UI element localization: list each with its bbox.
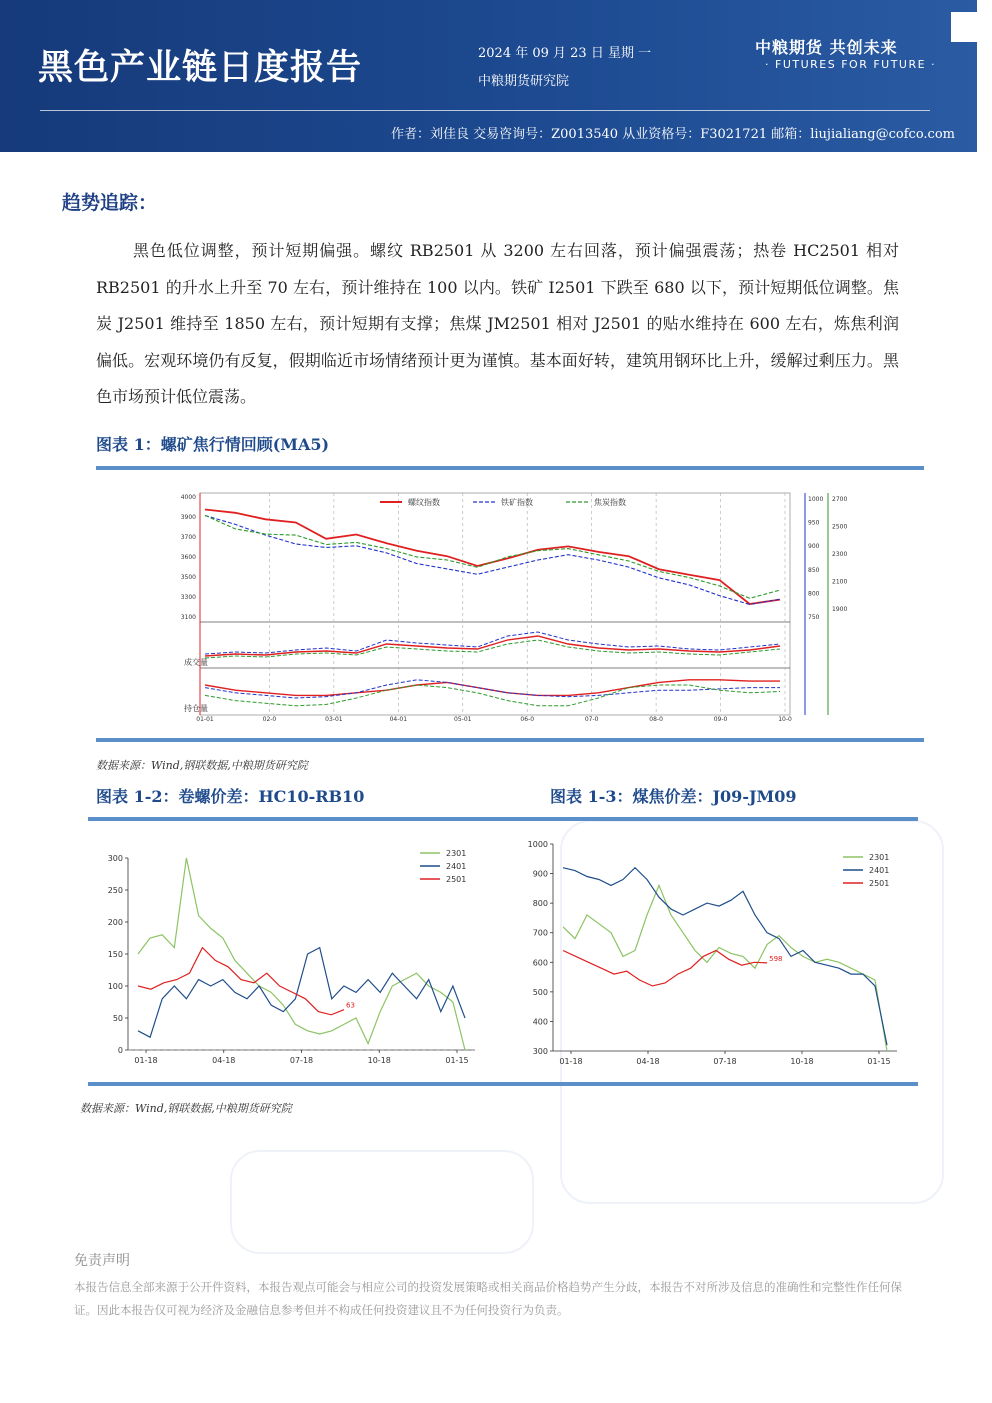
series-line-2401 <box>138 948 465 1038</box>
figure-2-3-bottom-rule <box>88 1082 918 1086</box>
y-tick-label: 700 <box>532 928 548 938</box>
analysis-paragraph: 黑色低位调整，预计短期偏强。螺纹 RB2501 从 3200 左右回落，预计偏强震荡；热卷 HC2501 相对 RB2501 的升水上升至 70 左右，预计维持在 100 以内。铁矿 I2501 下跌至 680 以下，预计短期低位调整。焦炭 J2501 维持至 1850 左右，预计短期有支撑；焦煤 JM2501 相对 J2501 的贴水维持在 600 左右，炼焦利润偏低。宏观环境仍有反复，假期临近市场情绪预计更为谨慎。基本面好转，建筑用钢环比上升，缓解过剩压力。黑色市场预计低位震荡。 <box>96 241 899 406</box>
oi-panel-label: 持仓量 <box>184 704 208 713</box>
legend-label: 螺纹指数 <box>408 498 440 507</box>
series-line-2301 <box>138 858 465 1050</box>
legend-label: 2401 <box>869 866 890 875</box>
x-tick-label: 10-0 <box>778 716 792 723</box>
right2-y-tick-label: 2300 <box>832 551 848 558</box>
right2-y-tick-label: 2500 <box>832 523 848 531</box>
x-tick-label: 01-18 <box>559 1057 583 1066</box>
legend-label: 铁矿指数 <box>501 498 533 507</box>
right-y-tick-label: 950 <box>808 519 820 527</box>
y-tick-label: 1000 <box>527 840 548 849</box>
left-y-tick-label: 3100 <box>180 614 196 621</box>
y-tick-label: 300 <box>107 854 123 863</box>
end-value-label: 598 <box>769 954 783 963</box>
figure-2-3-top-rule <box>88 817 918 821</box>
y-tick-label: 150 <box>107 950 123 959</box>
volume-panel-label: 成交量 <box>184 658 208 667</box>
figure-2-chart <box>100 840 490 1070</box>
header-divider <box>40 110 930 111</box>
figure-1-top-rule <box>96 466 924 470</box>
series-line-2 <box>205 515 780 598</box>
right-y-tick-label: 1000 <box>808 496 824 503</box>
x-tick-label: 06-0 <box>520 716 535 723</box>
x-tick-label: 07-18 <box>289 1056 314 1065</box>
x-tick-label: 09-0 <box>713 716 728 723</box>
right-y-tick-label: 800 <box>808 590 820 598</box>
x-tick-label: 01-01 <box>196 716 214 723</box>
right2-y-tick-label: 2700 <box>832 496 848 503</box>
x-tick-label: 01-18 <box>134 1056 158 1065</box>
brand-slogan: 中粮期货 共创未来 <box>755 38 898 57</box>
left-y-tick-label: 3700 <box>180 534 196 541</box>
plot-frame <box>200 493 790 715</box>
figure-3-title: 图表 1-3：煤焦价差：J09-JM09 <box>550 787 797 806</box>
x-tick-label: 01-15 <box>867 1057 891 1066</box>
legend-label: 2301 <box>869 853 890 862</box>
volume-line-0 <box>205 636 780 656</box>
institute-name: 中粮期货研究院 <box>478 74 570 89</box>
left-y-tick-label: 4000 <box>180 494 196 501</box>
right2-y-tick-label: 2100 <box>832 578 848 586</box>
right2-y-tick-label: 1900 <box>832 606 848 613</box>
x-tick-label: 01-15 <box>445 1056 469 1065</box>
y-tick-label: 50 <box>112 1014 123 1023</box>
report-header <box>0 0 977 152</box>
left-y-tick-label: 3600 <box>180 554 196 561</box>
legend-label: 焦炭指数 <box>594 498 626 507</box>
right-y-tick-label: 850 <box>808 566 820 574</box>
y-tick-label: 300 <box>532 1047 548 1056</box>
x-tick-label: 10-18 <box>367 1056 391 1065</box>
left-y-tick-label: 3900 <box>180 514 196 521</box>
series-line-2501 <box>138 948 344 1015</box>
y-tick-label: 250 <box>107 886 123 895</box>
report-date: 2024 年 09 月 23 日 星期 一 <box>478 46 652 61</box>
series-line-2501 <box>563 951 767 986</box>
x-tick-label: 05-01 <box>454 716 472 723</box>
legend-label: 2501 <box>446 875 467 884</box>
y-tick-label: 400 <box>532 1017 548 1027</box>
y-tick-label: 500 <box>532 987 548 997</box>
y-tick-label: 800 <box>532 899 548 909</box>
figure-1-chart <box>140 485 860 725</box>
report-title: 黑色产业链日度报告 <box>38 48 363 88</box>
x-tick-label: 02-0 <box>262 716 277 723</box>
x-tick-label: 04-18 <box>636 1057 660 1066</box>
corner-logo-icon <box>951 12 977 42</box>
left-y-tick-label: 3500 <box>180 574 196 581</box>
disclaimer-title: 免责声明 <box>74 1253 130 1269</box>
oi-line-0 <box>205 680 780 696</box>
figure-3-chart <box>525 833 910 1070</box>
legend-label: 2401 <box>446 862 467 871</box>
series-line-0 <box>205 510 780 605</box>
figure-1-bottom-rule <box>96 738 924 742</box>
end-value-label: 63 <box>346 1001 355 1010</box>
x-tick-label: 07-18 <box>713 1057 737 1066</box>
left-y-tick-label: 3300 <box>180 594 196 601</box>
figure-1-title: 图表 1：螺矿焦行情回顾(MA5) <box>96 435 330 454</box>
legend-label: 2501 <box>869 879 890 888</box>
right-y-tick-label: 750 <box>808 614 820 621</box>
x-tick-label: 10-18 <box>790 1057 814 1066</box>
y-tick-label: 100 <box>107 982 123 991</box>
x-tick-label: 07-0 <box>584 716 599 723</box>
x-tick-label: 03-01 <box>325 716 343 723</box>
x-tick-label: 04-18 <box>212 1056 236 1065</box>
brand-sub-slogan: · FUTURES FOR FUTURE · <box>765 58 937 71</box>
x-tick-label: 04-01 <box>389 716 408 723</box>
legend-label: 2301 <box>446 849 467 858</box>
disclaimer-text: 本报告信息全部来源于公开件资料，本报告观点可能会与相应公司的投资发展策略或相关商品价格趋势产生分歧，本报告不对所涉及信息的准确性和完整性作任何保证。因此本报告仅可视为经济及金融信息参考但并不构成任何投资建议且不为任何投资行为负责。 <box>74 1280 902 1317</box>
y-tick-label: 0 <box>117 1046 123 1055</box>
series-line-1 <box>205 516 780 605</box>
figure-1-source: 数据来源：Wind,钢联数据,中粮期货研究院 <box>96 759 308 772</box>
y-tick-label: 600 <box>532 958 548 968</box>
right-y-tick-label: 900 <box>808 543 820 551</box>
y-tick-label: 200 <box>107 918 123 927</box>
section-title: 趋势追踪： <box>62 192 158 214</box>
y-tick-label: 900 <box>532 869 548 879</box>
author-info: 作者：刘佳良 交易咨询号：Z0013540 从业资格号：F3021721 邮箱：liujialiang@cofco.com <box>391 127 955 142</box>
x-tick-label: 08-0 <box>649 716 663 723</box>
background-decoration <box>230 1150 534 1254</box>
figure-2-title: 图表 1-2：卷螺价差：HC10-RB10 <box>96 787 365 806</box>
figure-2-3-source: 数据来源：Wind,钢联数据,中粮期货研究院 <box>80 1102 292 1115</box>
